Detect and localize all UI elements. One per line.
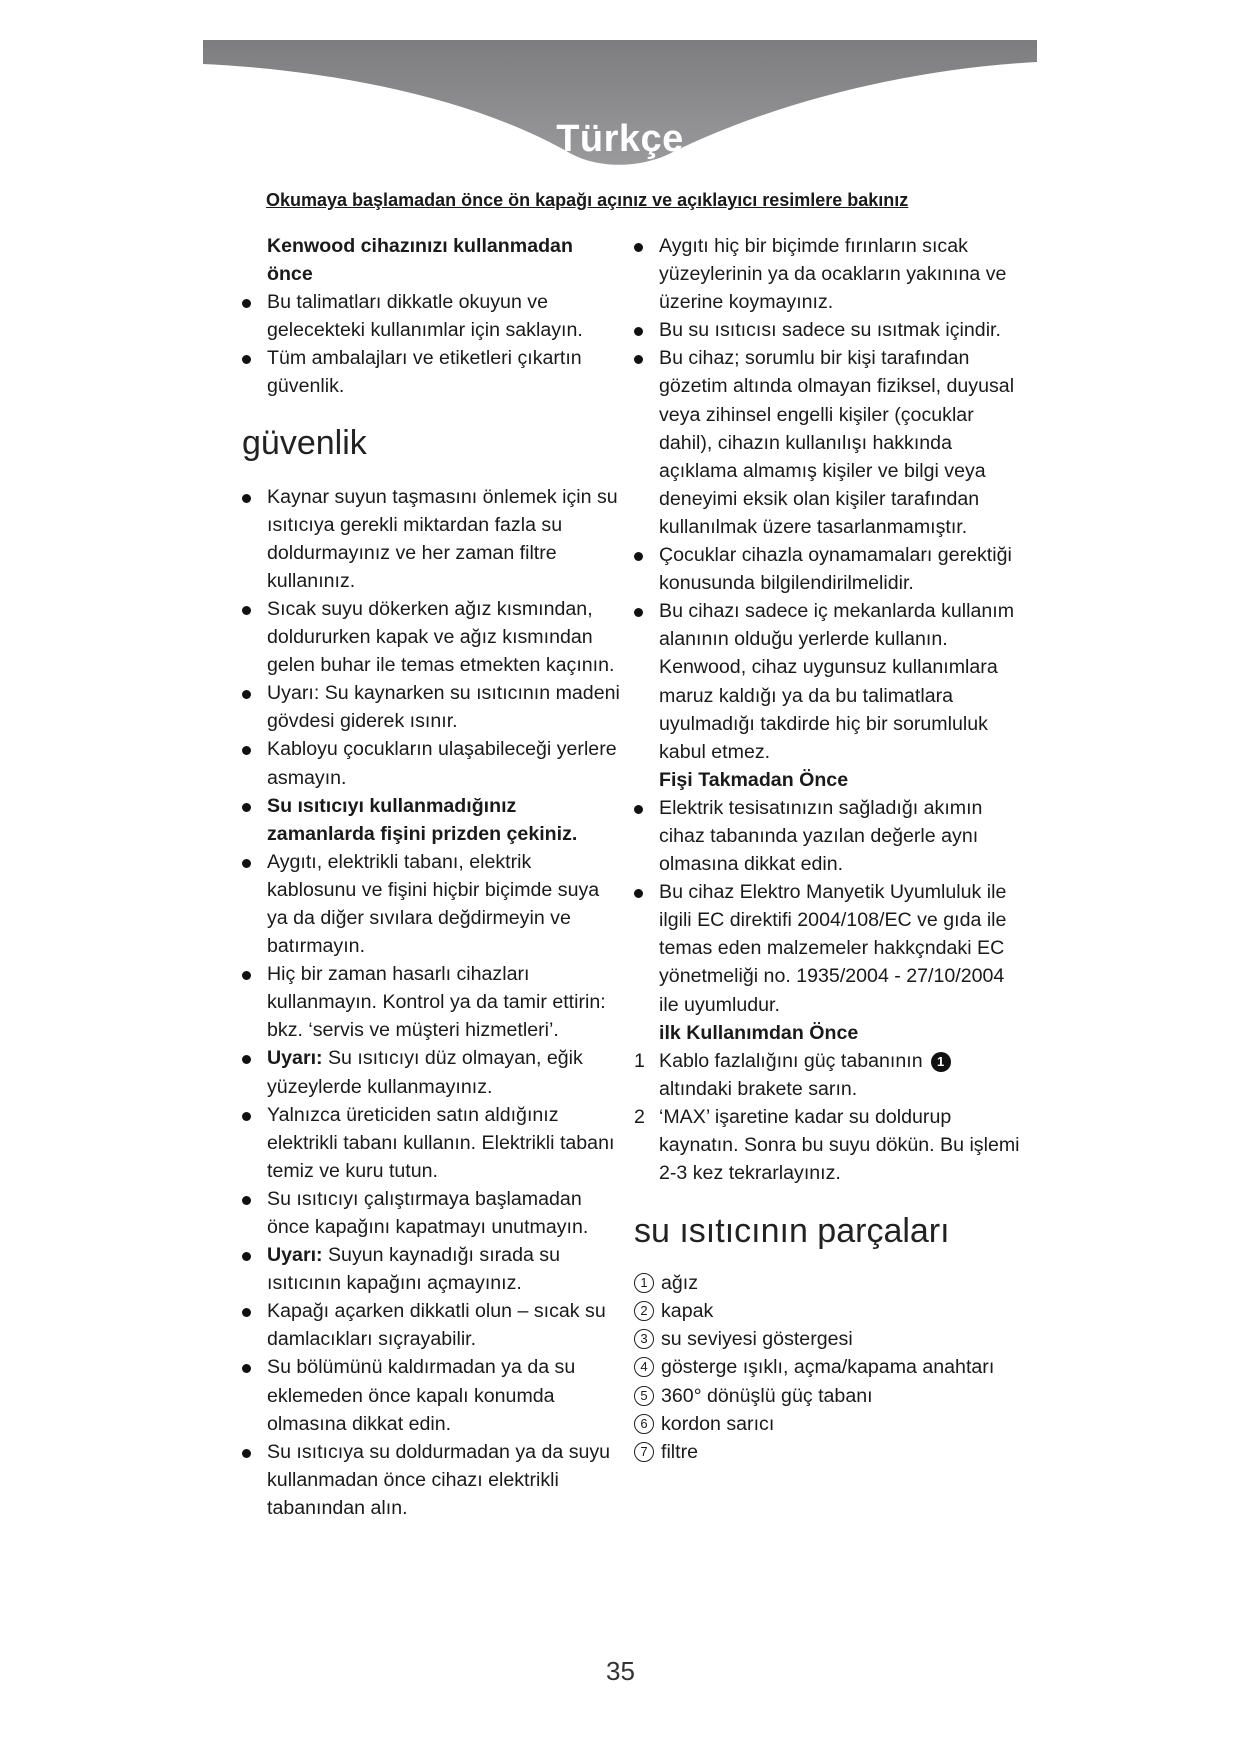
- safety-list-continued: [634, 232, 1024, 766]
- part-label: 360° dönüşlü güç tabanı: [661, 1384, 873, 1407]
- plug-heading: Fişi Takmadan Önce: [659, 768, 849, 791]
- list-item: [242, 1044, 622, 1100]
- part-item: [634, 1297, 1024, 1325]
- parts-title: su ısıtıcının parçaları: [634, 1212, 950, 1251]
- warning-label: Uyarı:: [267, 1047, 323, 1070]
- step-number: 2: [634, 1105, 645, 1128]
- part-number: 7: [634, 1442, 654, 1462]
- plug-list: [634, 794, 1024, 1019]
- list-item: Kaynar suyun taşmasını önlemek için su ısıtıcıya gerekli miktardan fazla su doldurmayınız ve her zaman filtre kullanınız.: [242, 483, 622, 595]
- part-item: [634, 1382, 1024, 1410]
- part-label: filtre: [661, 1440, 699, 1463]
- list-item: Su ısıtıcıyı çalıştırmaya başlamadan önce kapağını kapatmayı unutmayın.: [242, 1185, 622, 1241]
- step-item: [634, 1047, 1024, 1103]
- intro-instruction: Okumaya başlamadan önce ön kapağı açınız ve açıklayıcı resimlere bakınız: [266, 190, 909, 210]
- first-use-heading: ilk Kullanımdan Önce: [659, 1021, 859, 1044]
- list-item: Çocuklar cihazla oynamamaları gerektiği konusunda bilgilendirilmelidir.: [634, 541, 1024, 597]
- list-item: Kabloyu çocukların ulaşabileceği yerlere asmayın.: [242, 735, 622, 791]
- step-number: 1: [634, 1049, 645, 1072]
- part-item: [634, 1438, 1024, 1466]
- list-item: Elektrik tesisatınızın sağladığı akımın cihaz tabanında yazılan değerle aynı olmasına dikkat edin.: [634, 794, 1024, 878]
- right-column: [634, 232, 1024, 1466]
- language-header-banner: [203, 40, 1037, 180]
- part-label: su seviyesi göstergesi: [661, 1328, 853, 1351]
- page-number: 35: [606, 1656, 635, 1686]
- warning-text: Suyun kaynadığı sırada su ısıtıcının kapağını açmayınız.: [267, 1244, 560, 1295]
- step-text-continued: altındaki brakete sarın.: [659, 1077, 858, 1100]
- list-item: Aygıtı, elektrikli tabanı, elektrik kablosunu ve fişini hiçbir biçimde suya ya da diğer sıvılara değdirmeyin ve batırmayın.: [242, 848, 622, 960]
- part-label: kordon sarıcı: [661, 1412, 775, 1435]
- list-item: Tüm ambalajları ve etiketleri çıkartın güvenlik.: [242, 344, 622, 400]
- list-item: Yalnızca üreticiden satın aldığınız elektrikli tabanı kullanın. Elektrikli tabanı temiz ve kuru tutun.: [242, 1101, 622, 1185]
- safety-title: güvenlik: [242, 423, 367, 462]
- list-item: Uyarı: Su kaynarken su ısıtıcının madeni gövdesi giderek ısınır.: [242, 679, 622, 735]
- figure-reference-badge: 1: [931, 1052, 951, 1072]
- left-column: [242, 232, 622, 1522]
- list-item: Bu cihaz Elektro Manyetik Uyumluluk ile ilgili EC direktifi 2004/108/EC ve gıda ile temas eden malzemeler hakkçndaki EC yönetmeliği no. 1935/2004 - 27/10/2004 ile uyumludur.: [634, 878, 1024, 1018]
- list-item: Sıcak suyu dökerken ağız kısmından, doldururken kapak ve ağız kısmından gelen buhar ile temas etmekten kaçının.: [242, 595, 622, 679]
- warning-label: Uyarı:: [267, 1244, 323, 1267]
- list-item: Su ısıtıcıyı kullanmadığınız zamanlarda fişini prizden çekiniz.: [242, 792, 622, 848]
- first-use-steps: [634, 1047, 1024, 1187]
- list-item: Kapağı açarken dikkatli olun – sıcak su damlacıkları sıçrayabilir.: [242, 1297, 622, 1353]
- list-item: Bu su ısıtıcısı sadece su ısıtmak içindir.: [634, 316, 1024, 344]
- list-item: Bu cihazı sadece iç mekanlarda kullanım alanının olduğu yerlerde kullanın. Kenwood, cihaz uygunsuz kullanımlara maruz kaldığı ya da bu talimatlara uyulmadığı takdirde hiç bir sorumluluk kabul etmez.: [634, 597, 1024, 766]
- before-use-heading: Kenwood cihazınızı kullanmadan önce: [267, 235, 573, 286]
- list-item: Su ısıtıcıya su doldurmadan ya da suyu kullanmadan önce cihazı elektrikli tabanından alın.: [242, 1438, 622, 1522]
- list-item: Bu talimatları dikkatle okuyun ve gelecekteki kullanımlar için saklayın.: [242, 288, 622, 344]
- step-item: [634, 1103, 1024, 1187]
- part-item: [634, 1269, 1024, 1297]
- part-item: [634, 1325, 1024, 1353]
- part-label: gösterge ışıklı, açma/kapama anahtarı: [661, 1356, 995, 1379]
- list-item: Aygıtı hiç bir biçimde fırınların sıcak yüzeylerinin ya da ocakların yakınına ve üzerine koymayınız.: [634, 232, 1024, 316]
- list-item: Hiç bir zaman hasarlı cihazları kullanmayın. Kontrol ya da tamir ettirin: bkz. ‘servis ve müşteri hizmetleri’.: [242, 960, 622, 1044]
- before-use-list: [242, 288, 622, 400]
- part-item: [634, 1410, 1024, 1438]
- part-number: 6: [634, 1414, 654, 1434]
- language-title: Türkçe: [556, 118, 684, 160]
- safety-list: [242, 483, 622, 1522]
- list-item: Bu cihaz; sorumlu bir kişi tarafından gözetim altında olmayan fiziksel, duyusal veya zihinsel engelli kişiler (çocuklar dahil), cihazın kullanılışı hakkında açıklama almamış kişiler ve bilgi veya deneyimi eksik olan kişiler tarafından kullanılmak üzere tasarlanmamıştır.: [634, 344, 1024, 541]
- part-label: ağız: [661, 1272, 699, 1295]
- warning-text: Su ısıtıcıyı düz olmayan, eğik yüzeylerde kullanmayınız.: [267, 1047, 583, 1098]
- list-item: [242, 1241, 622, 1297]
- step-text: ‘MAX’ işaretine kadar su doldurup kaynatın. Sonra bu suyu dökün. Bu işlemi 2-3 kez tekrarlayınız.: [659, 1105, 1020, 1185]
- part-number: 3: [634, 1329, 654, 1349]
- part-item: [634, 1353, 1024, 1381]
- part-number: 2: [634, 1301, 654, 1321]
- step-text: Kablo fazlalığını güç tabanının: [659, 1049, 923, 1072]
- list-item: Su bölümünü kaldırmadan ya da su eklemeden önce kapalı konumda olmasına dikkat edin.: [242, 1353, 622, 1437]
- part-label: kapak: [661, 1300, 714, 1323]
- part-number: 5: [634, 1386, 654, 1406]
- parts-list: [634, 1269, 1024, 1466]
- part-number: 4: [634, 1357, 654, 1377]
- part-number: 1: [634, 1273, 654, 1293]
